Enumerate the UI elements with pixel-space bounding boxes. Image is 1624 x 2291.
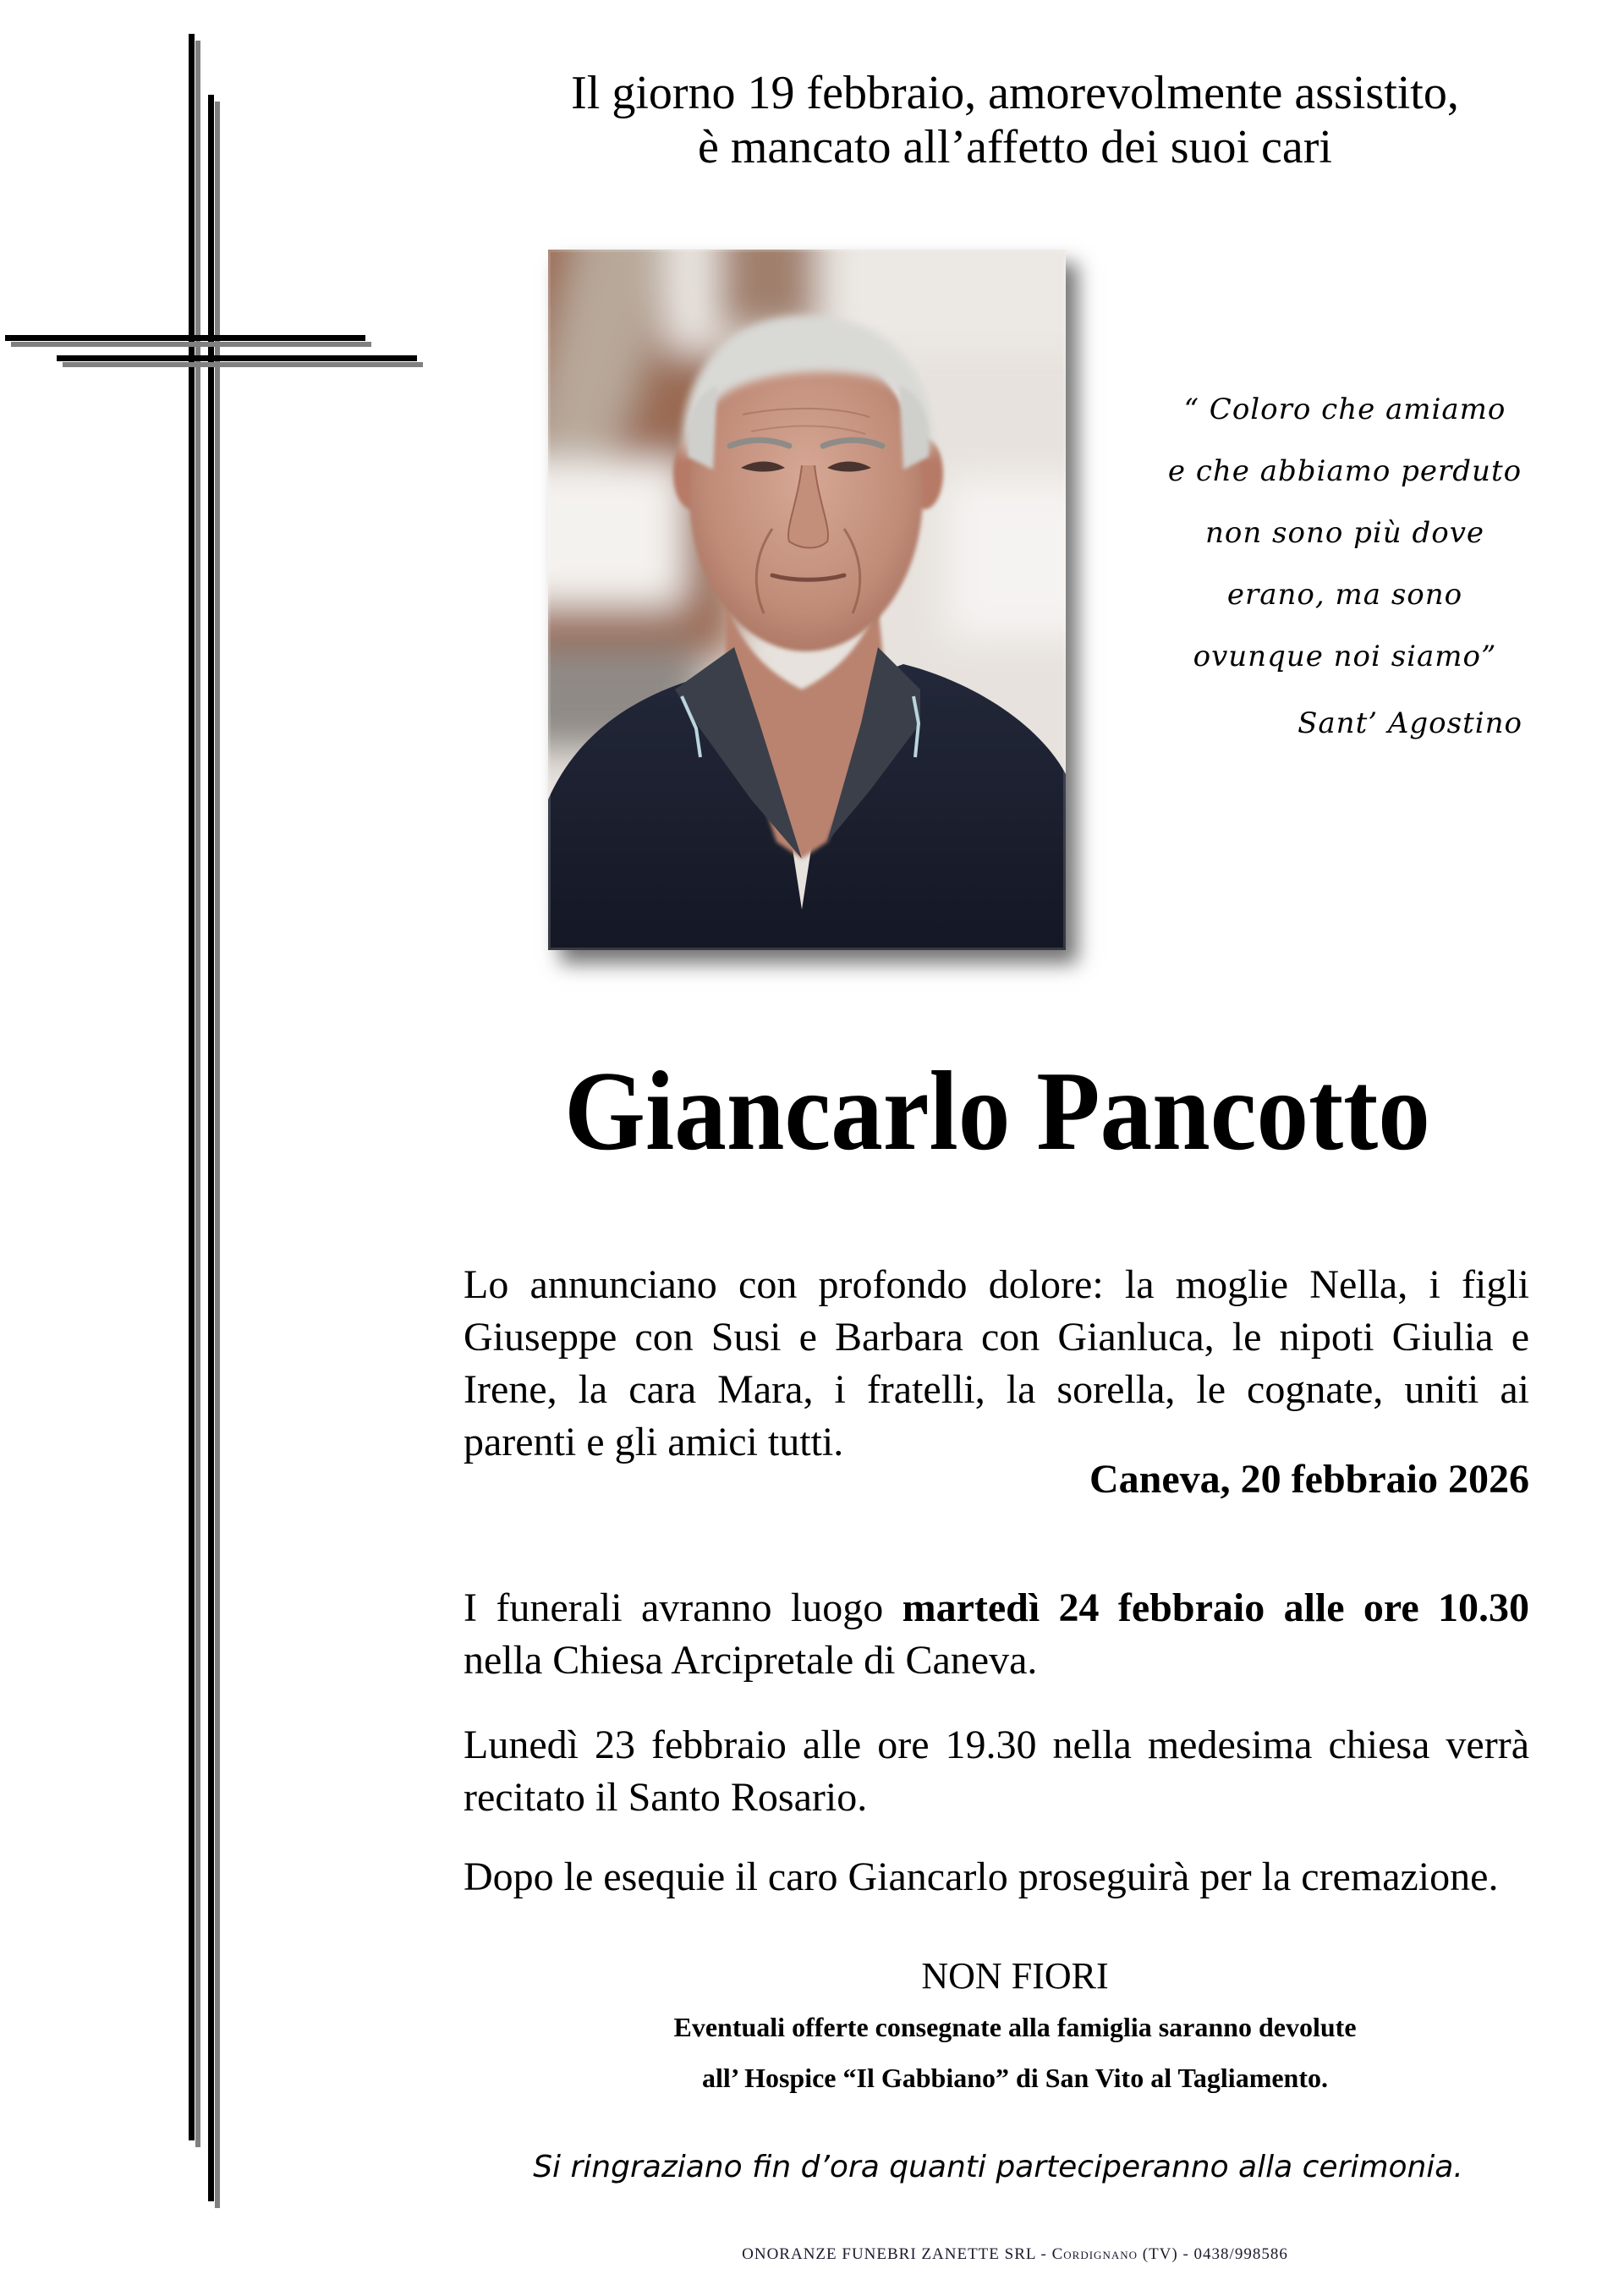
donations-line-1: Eventuali offerte consegnate alla famiglia saranno devolute — [673, 2012, 1357, 2042]
death-notice-header — [508, 66, 1522, 174]
portrait-photo — [548, 250, 1066, 950]
funeral-prefix: I funerali avranno luogo — [464, 1585, 903, 1630]
quote-line-5: ovunque noi siamo” — [1193, 640, 1497, 673]
cross-horizontal-1 — [5, 335, 365, 341]
quote-line-4: erano, ma sono — [1226, 578, 1463, 612]
announcement-text: Lo annunciano con profondo dolore: la moglie Nella, i figli Giuseppe con Susi e Barbara con Gianluca, le nipoti Giulia e Irene, la cara Mara, i fratelli, la sorella, le cognate, uniti ai parenti e gli amici tutti. — [464, 1262, 1529, 1464]
cremation-info: Dopo le esequie il caro Giancarlo proseguirà per la cremazione. — [464, 1854, 1499, 1899]
no-flowers-title: NON FIORI — [921, 1955, 1109, 1997]
deceased-name: Giancarlo Pancotto — [564, 1048, 1430, 1173]
cross-vertical-2 — [208, 95, 214, 2201]
cross-horizontal-2 — [57, 355, 417, 361]
thanks-note: Si ringraziano fin d’ora quanti parteciperanno alla cerimonia. — [533, 2150, 1463, 2184]
portrait-image — [548, 250, 1066, 950]
memorial-quote — [1150, 379, 1539, 755]
rosary-info: Lunedì 23 febbraio alle ore 19.30 nella medesima chiesa verrà recitato il Santo Rosario. — [464, 1722, 1529, 1820]
place-date: Caneva, 20 febbraio 2026 — [1089, 1457, 1529, 1502]
donations-line-2: all’ Hospice “Il Gabbiano” di San Vito al Tagliamento. — [702, 2063, 1328, 2093]
donations-note — [508, 2002, 1522, 2103]
cross-vertical-1 — [189, 34, 195, 2140]
cross-vertical-shadow-2 — [215, 102, 220, 2208]
funeral-info — [464, 1582, 1529, 1687]
cross-horizontal-shadow-1 — [11, 342, 371, 347]
funeral-home-footer: ONORANZE FUNEBRI ZANETTE SRL - Cordignano (TV) - 0438/998586 — [742, 2245, 1288, 2263]
quote-author: Sant’ Agostino — [1298, 706, 1522, 740]
header-line-2: è mancato all’affetto dei suoi cari — [698, 121, 1332, 173]
header-line-1: Il giorno 19 febbraio, amorevolmente assistito, — [571, 67, 1459, 119]
quote-line-2: e che abbiamo perduto — [1167, 454, 1522, 488]
quote-line-3: non sono più dove — [1204, 516, 1485, 550]
quote-line-1: “ Coloro che amiamo — [1183, 393, 1506, 426]
funeral-suffix: nella Chiesa Arcipretale di Caneva. — [464, 1638, 1038, 1683]
cross-horizontal-shadow-2 — [63, 362, 423, 367]
funeral-datetime: martedì 24 febbraio alle ore 10.30 — [902, 1585, 1529, 1630]
